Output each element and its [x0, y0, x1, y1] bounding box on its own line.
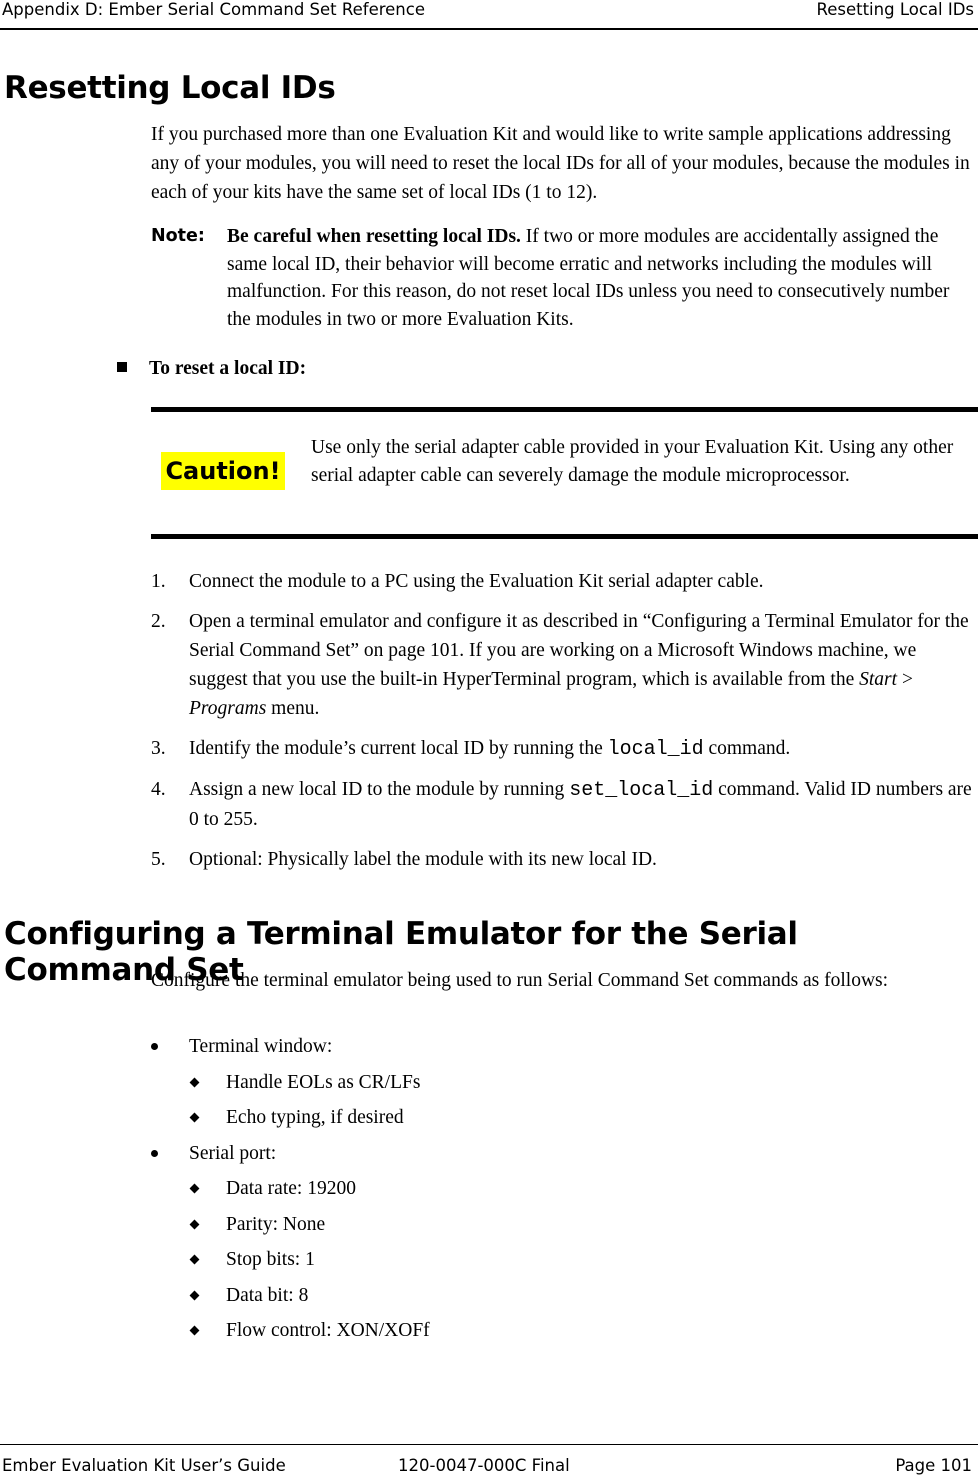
- procedure-heading-text: To reset a local ID:: [149, 358, 307, 379]
- diamond-bullet-icon: [190, 1219, 200, 1229]
- step-text: Identify the module’s current local ID by running the: [189, 738, 608, 759]
- footer-guide-title: Ember Evaluation Kit User’s Guide: [2, 1456, 286, 1475]
- command-code: local_id: [607, 738, 704, 761]
- steps-list: [151, 567, 973, 885]
- diamond-bullet-icon: [190, 1113, 200, 1123]
- section2-intro-text: Configure the terminal emulator being used to run Serial Command Set commands as follows:: [151, 970, 889, 991]
- section-title-resetting-local-ids: Resetting Local IDs: [4, 70, 336, 106]
- bullet-text: Handle EOLs as CR/LFs: [226, 1071, 421, 1093]
- list-item: [151, 845, 973, 874]
- list-item: [151, 1032, 973, 1061]
- list-item: [151, 1103, 973, 1132]
- list-item: [151, 775, 973, 834]
- step-number: 2.: [151, 611, 166, 632]
- round-bullet-icon: [151, 1043, 158, 1050]
- bullet-text: Data bit: 8: [226, 1284, 309, 1306]
- step-text-end: menu.: [266, 698, 320, 719]
- square-bullet-icon: [117, 362, 127, 372]
- settings-list: [151, 1032, 973, 1352]
- page-footer: [0, 1444, 978, 1484]
- note-body: If two or more modules are accidentally assigned the same local ID, their behavior will become erratic and networks including the modules will malfunction. For this reason, do not reset local IDs unless you need to consecutively number the modules in two or more Evaluation Kits.: [227, 226, 950, 330]
- list-item: [151, 1174, 973, 1203]
- note-label: Note:: [151, 226, 205, 246]
- header-chapter: Appendix D: Ember Serial Command Set Reference: [2, 0, 425, 19]
- bullet-text: Data rate: 19200: [226, 1178, 356, 1199]
- list-item: [151, 1281, 973, 1310]
- step-text-end: command. Valid ID numbers are 0 to 255.: [189, 779, 972, 830]
- diamond-bullet-icon: [190, 1184, 200, 1194]
- diamond-bullet-icon: [190, 1077, 200, 1087]
- bullet-text: Echo typing, if desired: [226, 1107, 404, 1128]
- menu-start: Start: [859, 669, 898, 690]
- footer-doc-number: 120-0047-000C Final: [398, 1456, 570, 1475]
- list-item: [151, 607, 973, 723]
- list-item: [151, 1210, 973, 1239]
- caution-text: Use only the serial adapter cable provided in your Evaluation Kit. Using any other serial adapter cable can severely damage the module microprocessor.: [311, 437, 954, 486]
- step-text: Open a terminal emulator and configure it as described in “Configuring a Terminal Emulator for the Serial Command Set” on page 101. If you are working on a Microsoft Windows machine, we suggest that you use the built-in HyperTerminal program, which is available from the: [189, 611, 969, 690]
- list-item: [151, 1139, 973, 1168]
- header-section: Resetting Local IDs: [816, 0, 974, 19]
- note-text: [227, 223, 973, 333]
- intro-paragraph: [151, 120, 973, 207]
- diamond-bullet-icon: [190, 1326, 200, 1336]
- diamond-bullet-icon: [190, 1255, 200, 1265]
- bullet-text: Terminal window:: [189, 1036, 333, 1057]
- list-item: [151, 734, 973, 764]
- list-item: [151, 1316, 973, 1345]
- bullet-text: Stop bits: 1: [226, 1249, 315, 1270]
- list-item: [151, 567, 973, 596]
- step-text: Connect the module to a PC using the Evaluation Kit serial adapter cable.: [189, 571, 764, 592]
- procedure-heading: [117, 358, 306, 380]
- caution-badge: Caution!: [161, 452, 285, 490]
- step-number: 4.: [151, 779, 166, 800]
- note-block: [151, 223, 973, 333]
- diamond-bullet-icon: [190, 1290, 200, 1300]
- step-number: 3.: [151, 738, 166, 759]
- caution-box: [151, 407, 978, 539]
- step-text: Assign a new local ID to the module by running: [189, 779, 570, 800]
- bullet-text: Serial port:: [189, 1142, 277, 1164]
- step-number: 5.: [151, 849, 166, 870]
- page-header: [0, 0, 978, 30]
- round-bullet-icon: [151, 1150, 158, 1157]
- note-bold: Be careful when resetting local IDs.: [227, 226, 521, 247]
- footer-page-number: Page 101: [895, 1456, 972, 1475]
- bullet-text: Flow control: XON/XOFf: [226, 1320, 430, 1341]
- list-item: [151, 1245, 973, 1274]
- bullet-text: Parity: None: [226, 1213, 326, 1235]
- command-code: set_local_id: [569, 779, 714, 802]
- menu-separator: >: [897, 669, 913, 690]
- section2-intro: [151, 967, 973, 995]
- section-title-configuring-terminal: Configuring a Terminal Emulator for the Serial Command Set: [4, 916, 798, 988]
- list-item: [151, 1068, 973, 1097]
- step-text: Optional: Physically label the module with its new local ID.: [189, 849, 657, 870]
- intro-text: If you purchased more than one Evaluation Kit and would like to write sample applications addressing any of your modules, you will need to reset the local IDs for all of your modules, because the modules in each of your kits have the same set of local IDs (1 to 12).: [151, 124, 970, 203]
- step-text-end: command.: [703, 738, 791, 759]
- menu-programs: Programs: [189, 698, 267, 719]
- step-number: 1.: [151, 571, 166, 592]
